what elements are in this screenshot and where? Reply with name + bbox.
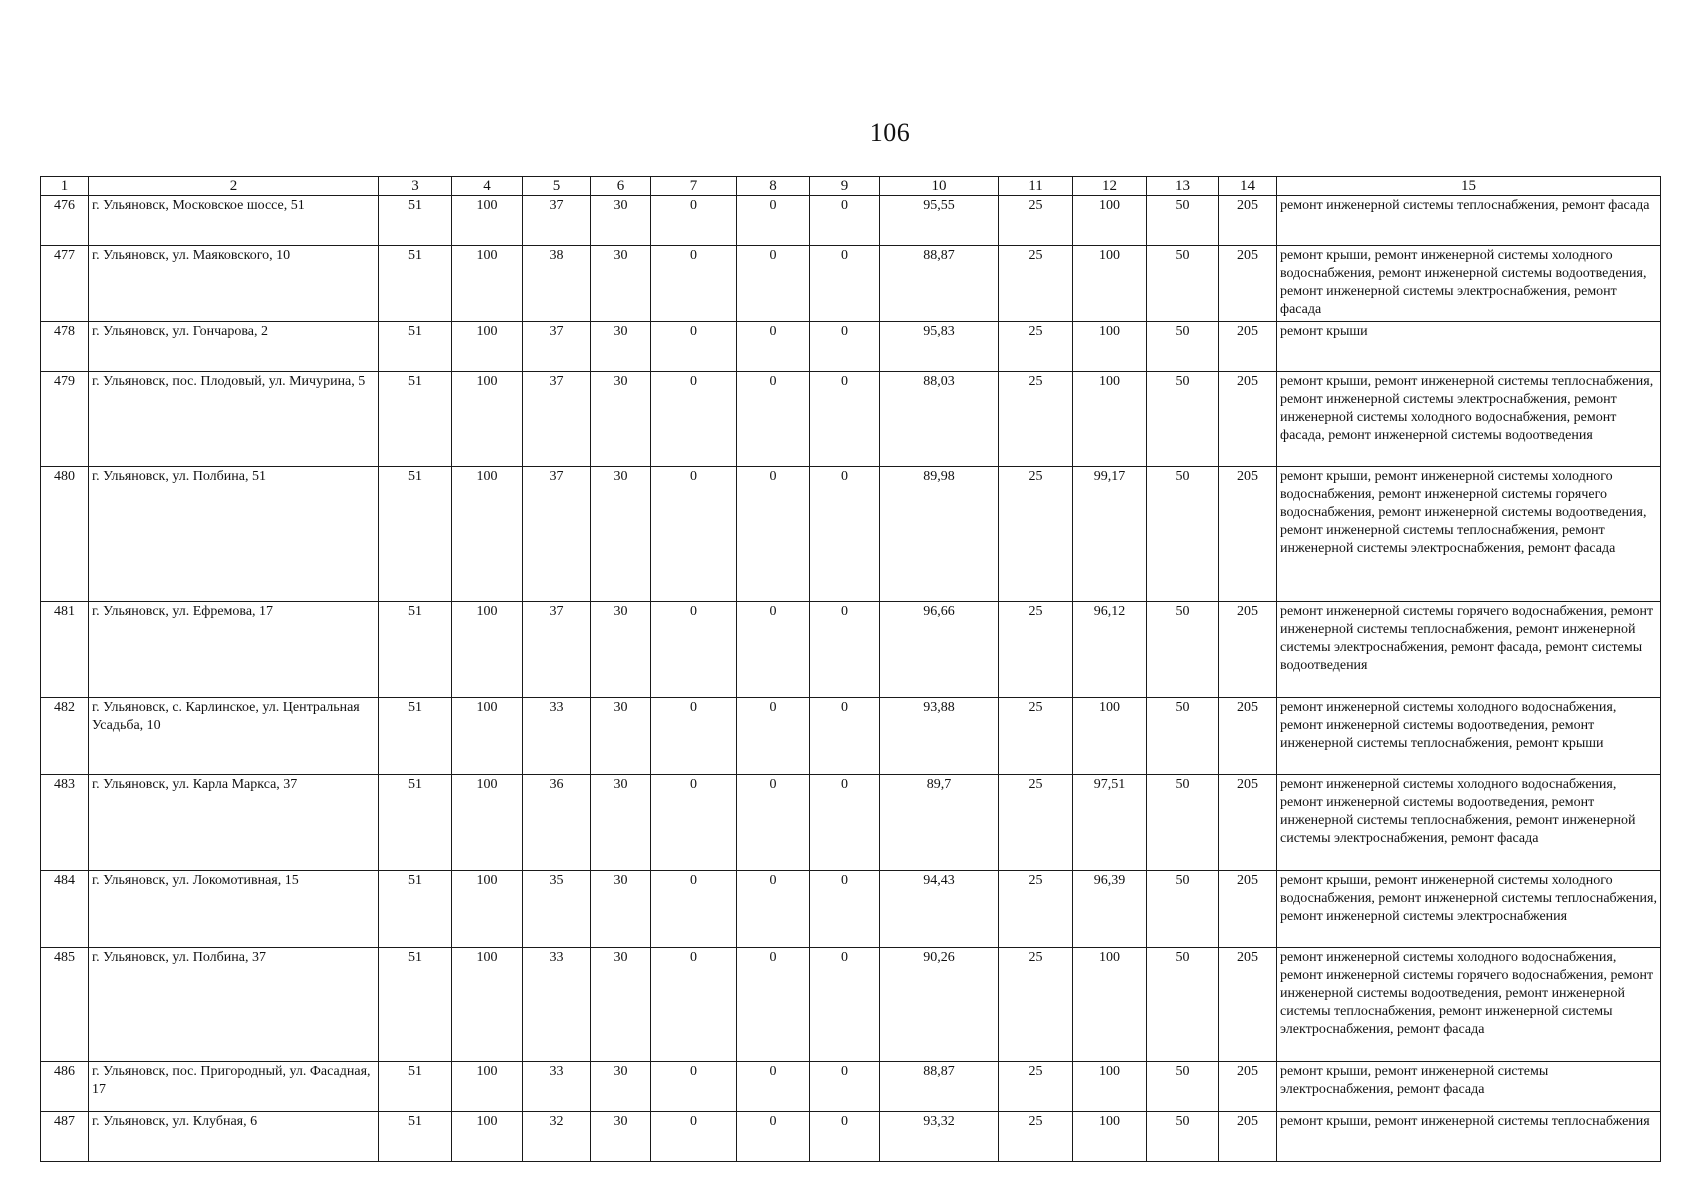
value-cell: 100 — [452, 1112, 523, 1162]
value-cell: 50 — [1147, 948, 1219, 1062]
value-cell: 0 — [737, 196, 810, 246]
works-cell: ремонт инженерной системы теплоснабжения, ремонт фасада — [1277, 196, 1661, 246]
value-cell: 0 — [810, 871, 880, 948]
value-cell: 0 — [651, 602, 737, 698]
value-cell: 51 — [379, 602, 452, 698]
value-cell: 205 — [1219, 602, 1277, 698]
value-cell: 51 — [379, 1112, 452, 1162]
value-cell: 100 — [452, 322, 523, 372]
value-cell: 38 — [523, 246, 591, 322]
column-header: 9 — [810, 177, 880, 196]
value-cell: 89,7 — [880, 775, 999, 871]
column-header: 4 — [452, 177, 523, 196]
works-cell: ремонт инженерной системы холодного водоснабжения, ремонт инженерной системы водоотведения, ремонт инженерной системы теплоснабжения, ремонт крыши — [1277, 698, 1661, 775]
table-row — [41, 246, 1661, 322]
row-number-cell: 486 — [41, 1062, 89, 1112]
value-cell: 205 — [1219, 775, 1277, 871]
works-cell: ремонт крыши, ремонт инженерной системы теплоснабжения, ремонт инженерной системы электроснабжения, ремонт инженерной системы холодного водоснабжения, ремонт фасада, ремонт инженерной системы водоотведения — [1277, 372, 1661, 467]
value-cell: 0 — [651, 196, 737, 246]
value-cell: 30 — [591, 602, 651, 698]
value-cell: 30 — [591, 948, 651, 1062]
value-cell: 205 — [1219, 322, 1277, 372]
table-row — [41, 1062, 1661, 1112]
value-cell: 30 — [591, 246, 651, 322]
table-body — [41, 196, 1661, 1162]
value-cell: 0 — [810, 322, 880, 372]
value-cell: 50 — [1147, 246, 1219, 322]
value-cell: 33 — [523, 698, 591, 775]
value-cell: 25 — [999, 602, 1073, 698]
value-cell: 51 — [379, 1062, 452, 1112]
value-cell: 100 — [452, 1062, 523, 1112]
value-cell: 100 — [1073, 1062, 1147, 1112]
value-cell: 0 — [737, 1112, 810, 1162]
value-cell: 205 — [1219, 698, 1277, 775]
address-cell: г. Ульяновск, с. Карлинское, ул. Центральная Усадьба, 10 — [89, 698, 379, 775]
table-row — [41, 602, 1661, 698]
column-header: 13 — [1147, 177, 1219, 196]
address-cell: г. Ульяновск, ул. Маяковского, 10 — [89, 246, 379, 322]
value-cell: 0 — [651, 467, 737, 602]
value-cell: 25 — [999, 322, 1073, 372]
row-number-cell: 478 — [41, 322, 89, 372]
column-header: 3 — [379, 177, 452, 196]
value-cell: 0 — [810, 602, 880, 698]
value-cell: 0 — [651, 322, 737, 372]
value-cell: 100 — [452, 871, 523, 948]
value-cell: 50 — [1147, 871, 1219, 948]
value-cell: 30 — [591, 871, 651, 948]
value-cell: 100 — [1073, 698, 1147, 775]
value-cell: 0 — [651, 1112, 737, 1162]
value-cell: 100 — [452, 467, 523, 602]
value-cell: 90,26 — [880, 948, 999, 1062]
value-cell: 0 — [810, 1062, 880, 1112]
row-number-cell: 477 — [41, 246, 89, 322]
value-cell: 25 — [999, 775, 1073, 871]
value-cell: 30 — [591, 1062, 651, 1112]
value-cell: 0 — [737, 698, 810, 775]
address-cell: г. Ульяновск, ул. Полбина, 51 — [89, 467, 379, 602]
value-cell: 50 — [1147, 196, 1219, 246]
value-cell: 37 — [523, 196, 591, 246]
value-cell: 0 — [737, 467, 810, 602]
value-cell: 100 — [452, 948, 523, 1062]
value-cell: 25 — [999, 1062, 1073, 1112]
value-cell: 205 — [1219, 1062, 1277, 1112]
works-cell: ремонт крыши, ремонт инженерной системы электроснабжения, ремонт фасада — [1277, 1062, 1661, 1112]
column-header: 6 — [591, 177, 651, 196]
value-cell: 25 — [999, 372, 1073, 467]
value-cell: 205 — [1219, 1112, 1277, 1162]
value-cell: 0 — [737, 246, 810, 322]
value-cell: 0 — [810, 467, 880, 602]
value-cell: 0 — [651, 948, 737, 1062]
value-cell: 205 — [1219, 948, 1277, 1062]
value-cell: 0 — [651, 871, 737, 948]
works-cell: ремонт крыши — [1277, 322, 1661, 372]
value-cell: 97,51 — [1073, 775, 1147, 871]
value-cell: 96,12 — [1073, 602, 1147, 698]
value-cell: 0 — [737, 948, 810, 1062]
value-cell: 0 — [737, 775, 810, 871]
row-number-cell: 482 — [41, 698, 89, 775]
column-header: 5 — [523, 177, 591, 196]
value-cell: 25 — [999, 871, 1073, 948]
works-cell: ремонт крыши, ремонт инженерной системы холодного водоснабжения, ремонт инженерной системы водоотведения, ремонт инженерной системы электроснабжения, ремонт фасада — [1277, 246, 1661, 322]
value-cell: 93,88 — [880, 698, 999, 775]
value-cell: 30 — [591, 196, 651, 246]
column-header: 11 — [999, 177, 1073, 196]
works-cell: ремонт инженерной системы холодного водоснабжения, ремонт инженерной системы водоотведения, ремонт инженерной системы теплоснабжения, ремонт инженерной системы электроснабжения, ремонт фасада — [1277, 775, 1661, 871]
works-cell: ремонт крыши, ремонт инженерной системы теплоснабжения — [1277, 1112, 1661, 1162]
value-cell: 50 — [1147, 1112, 1219, 1162]
value-cell: 0 — [651, 775, 737, 871]
value-cell: 30 — [591, 775, 651, 871]
column-header: 2 — [89, 177, 379, 196]
value-cell: 25 — [999, 196, 1073, 246]
value-cell: 30 — [591, 698, 651, 775]
column-header: 8 — [737, 177, 810, 196]
value-cell: 25 — [999, 467, 1073, 602]
value-cell: 0 — [810, 196, 880, 246]
value-cell: 30 — [591, 372, 651, 467]
row-number-cell: 479 — [41, 372, 89, 467]
works-cell: ремонт крыши, ремонт инженерной системы холодного водоснабжения, ремонт инженерной системы теплоснабжения, ремонт инженерной системы электроснабжения — [1277, 871, 1661, 948]
value-cell: 93,32 — [880, 1112, 999, 1162]
value-cell: 51 — [379, 775, 452, 871]
address-cell: г. Ульяновск, ул. Локомотивная, 15 — [89, 871, 379, 948]
table-row — [41, 1112, 1661, 1162]
value-cell: 0 — [810, 246, 880, 322]
row-number-cell: 483 — [41, 775, 89, 871]
value-cell: 100 — [452, 246, 523, 322]
address-cell: г. Ульяновск, пос. Пригородный, ул. Фасадная, 17 — [89, 1062, 379, 1112]
row-number-cell: 480 — [41, 467, 89, 602]
value-cell: 0 — [810, 372, 880, 467]
row-number-cell: 481 — [41, 602, 89, 698]
address-cell: г. Ульяновск, ул. Гончарова, 2 — [89, 322, 379, 372]
table-row — [41, 372, 1661, 467]
works-cell: ремонт инженерной системы горячего водоснабжения, ремонт инженерной системы теплоснабжения, ремонт инженерной системы электроснабжения, ремонт фасада, ремонт системы водоотведения — [1277, 602, 1661, 698]
address-cell: г. Ульяновск, ул. Полбина, 37 — [89, 948, 379, 1062]
row-number-cell: 487 — [41, 1112, 89, 1162]
value-cell: 100 — [1073, 372, 1147, 467]
value-cell: 25 — [999, 948, 1073, 1062]
value-cell: 0 — [737, 602, 810, 698]
works-cell: ремонт крыши, ремонт инженерной системы холодного водоснабжения, ремонт инженерной системы горячего водоснабжения, ремонт инженерной системы водоотведения, ремонт инженерной системы теплоснабжения, ремонт инженерной системы электроснабжения, ремонт фасада — [1277, 467, 1661, 602]
value-cell: 37 — [523, 372, 591, 467]
value-cell: 33 — [523, 948, 591, 1062]
value-cell: 51 — [379, 246, 452, 322]
value-cell: 205 — [1219, 246, 1277, 322]
value-cell: 35 — [523, 871, 591, 948]
value-cell: 51 — [379, 698, 452, 775]
column-header: 12 — [1073, 177, 1147, 196]
value-cell: 205 — [1219, 196, 1277, 246]
value-cell: 95,83 — [880, 322, 999, 372]
value-cell: 205 — [1219, 467, 1277, 602]
value-cell: 50 — [1147, 775, 1219, 871]
value-cell: 51 — [379, 871, 452, 948]
value-cell: 51 — [379, 372, 452, 467]
value-cell: 50 — [1147, 602, 1219, 698]
value-cell: 88,87 — [880, 1062, 999, 1112]
value-cell: 50 — [1147, 372, 1219, 467]
table-row — [41, 948, 1661, 1062]
value-cell: 30 — [591, 1112, 651, 1162]
value-cell: 30 — [591, 322, 651, 372]
value-cell: 50 — [1147, 1062, 1219, 1112]
value-cell: 0 — [810, 948, 880, 1062]
value-cell: 0 — [810, 698, 880, 775]
value-cell: 50 — [1147, 322, 1219, 372]
value-cell: 100 — [452, 698, 523, 775]
value-cell: 96,39 — [1073, 871, 1147, 948]
row-number-cell: 476 — [41, 196, 89, 246]
value-cell: 25 — [999, 698, 1073, 775]
value-cell: 0 — [737, 372, 810, 467]
value-cell: 205 — [1219, 871, 1277, 948]
table-row — [41, 467, 1661, 602]
table-row — [41, 775, 1661, 871]
column-header: 14 — [1219, 177, 1277, 196]
value-cell: 0 — [810, 1112, 880, 1162]
value-cell: 100 — [452, 196, 523, 246]
value-cell: 100 — [1073, 1112, 1147, 1162]
value-cell: 37 — [523, 467, 591, 602]
column-header: 1 — [41, 177, 89, 196]
value-cell: 95,55 — [880, 196, 999, 246]
value-cell: 50 — [1147, 467, 1219, 602]
register-table — [40, 176, 1661, 1162]
value-cell: 99,17 — [1073, 467, 1147, 602]
value-cell: 100 — [1073, 322, 1147, 372]
value-cell: 88,03 — [880, 372, 999, 467]
row-number-cell: 484 — [41, 871, 89, 948]
page-number: 106 — [869, 118, 911, 147]
address-cell: г. Ульяновск, ул. Карла Маркса, 37 — [89, 775, 379, 871]
value-cell: 51 — [379, 467, 452, 602]
value-cell: 50 — [1147, 698, 1219, 775]
value-cell: 25 — [999, 1112, 1073, 1162]
value-cell: 32 — [523, 1112, 591, 1162]
table-row — [41, 871, 1661, 948]
value-cell: 36 — [523, 775, 591, 871]
value-cell: 51 — [379, 322, 452, 372]
value-cell: 100 — [1073, 196, 1147, 246]
value-cell: 100 — [452, 602, 523, 698]
value-cell: 100 — [452, 372, 523, 467]
address-cell: г. Ульяновск, ул. Клубная, 6 — [89, 1112, 379, 1162]
column-number-row — [41, 177, 1661, 196]
value-cell: 94,43 — [880, 871, 999, 948]
value-cell: 51 — [379, 196, 452, 246]
value-cell: 0 — [737, 871, 810, 948]
value-cell: 0 — [737, 1062, 810, 1112]
column-header: 7 — [651, 177, 737, 196]
address-cell: г. Ульяновск, Московское шоссе, 51 — [89, 196, 379, 246]
address-cell: г. Ульяновск, ул. Ефремова, 17 — [89, 602, 379, 698]
column-header: 15 — [1277, 177, 1661, 196]
table-row — [41, 322, 1661, 372]
value-cell: 37 — [523, 322, 591, 372]
table-row — [41, 698, 1661, 775]
value-cell: 37 — [523, 602, 591, 698]
value-cell: 33 — [523, 1062, 591, 1112]
row-number-cell: 485 — [41, 948, 89, 1062]
value-cell: 25 — [999, 246, 1073, 322]
value-cell: 0 — [651, 246, 737, 322]
value-cell: 88,87 — [880, 246, 999, 322]
value-cell: 205 — [1219, 372, 1277, 467]
value-cell: 0 — [651, 1062, 737, 1112]
value-cell: 0 — [810, 775, 880, 871]
value-cell: 30 — [591, 467, 651, 602]
value-cell: 0 — [737, 322, 810, 372]
value-cell: 100 — [452, 775, 523, 871]
value-cell: 100 — [1073, 948, 1147, 1062]
address-cell: г. Ульяновск, пос. Плодовый, ул. Мичурина, 5 — [89, 372, 379, 467]
value-cell: 100 — [1073, 246, 1147, 322]
value-cell: 89,98 — [880, 467, 999, 602]
value-cell: 96,66 — [880, 602, 999, 698]
value-cell: 0 — [651, 372, 737, 467]
table-row — [41, 196, 1661, 246]
value-cell: 0 — [651, 698, 737, 775]
works-cell: ремонт инженерной системы холодного водоснабжения, ремонт инженерной системы горячего водоснабжения, ремонт инженерной системы водоотведения, ремонт инженерной системы теплоснабжения, ремонт инженерной системы электроснабжения, ремонт фасада — [1277, 948, 1661, 1062]
value-cell: 51 — [379, 948, 452, 1062]
column-header: 10 — [880, 177, 999, 196]
